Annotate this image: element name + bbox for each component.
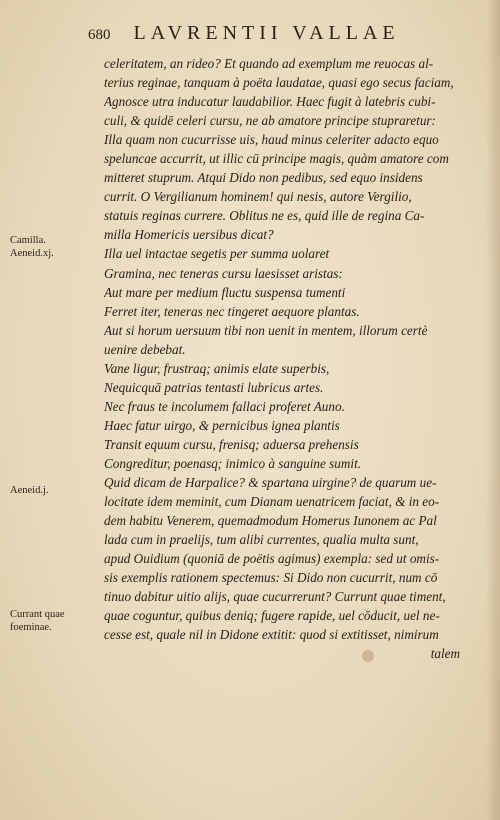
page-number: 680 [88,27,111,43]
verse-line: Gramina, nec teneras cursu laesisset aristas: [104,265,343,281]
body-text [104,54,474,664]
text-line: Aut si horum uersuum tibi non uenit in mentem, illorum certè [104,322,428,338]
text-line: mitteret stuprum. Atqui Dido non pedibus, sed equo insidens [104,170,423,186]
text-line: locitate idem meminit, cum Dianam uenatricem faciat, & in eo- [104,494,440,510]
text-line: cesse est, quale nil in Didone extitit: quod si extitisset, nimirum [104,627,439,643]
page-edge-shadow [486,0,500,820]
text-line: currit. O Vergilianum hominem! qui nesis, autore Vergilio, [104,189,412,205]
text-line: culi, & quidē celeri cursu, ne ab amatore principe stupraretur: [104,113,436,129]
text-line: quae coguntur, quibus deniq; fugere rapide, uel cōducit, uel ne- [104,608,440,624]
verse-line: Haec fatur uirgo, & pernicibus ignea plantis [104,417,340,433]
text-line: statuis reginas currere. Oblitus ne es, quid ille de regina Ca- [104,208,425,224]
text-line: lada cum in praelijs, tum alibi currentes, qualia multa sunt, [104,532,419,548]
text-line: tinuo dabitur uitio alijs, quae cucurrerunt? Currunt quae timent, [104,589,446,605]
text-line: dem habitu Venerem, quemadmodum Homerus Iunonem ac Pal [104,513,437,529]
verse-line: Ferret iter, teneras nec tingeret aequore plantas. [104,303,360,319]
margin-note-aeneid: Aeneid.j. [10,485,49,496]
text-line: sis exemplis rationem spectemus: Si Dido non cucurrit, num cō [104,570,438,586]
text-line: celeritatem, an rideo? Et quando ad exemplum me reuocas al- [104,56,434,71]
verse-line: Aut mare per medium fluctu suspensa tumenti [104,284,346,300]
catchword: talem [430,646,460,662]
margin-note-currant: Currant quae foeminae. [10,609,65,633]
text-line: Quid dicam de Harpalice? & spartana uirgine? de quarum ue- [104,475,437,491]
text-line: Illa quam non cucurrisse uis, haud minus celeriter adacto equo [104,132,439,148]
text-line: terius reginae, tanquam à poëta laudatae, quasi ego secus faciam, [104,75,454,91]
text-line: uenire debebat. [104,341,186,357]
verse-line: Vane ligur, frustraq; animis elate superbis, [104,360,330,376]
text-line: Agnosce utra inducatur laudabilior. Haec fugit à latebris cubi- [104,94,436,110]
page-header [88,22,468,45]
verse-line: Nec fraus te incolumem fallaci proferet Auno. [104,398,345,414]
text-line: milla Homericis uersibus dicat? [104,227,274,243]
verse-line: Transit equum cursu, frenisq; aduersa prehensis [104,436,359,452]
ink-stain [362,650,374,662]
verse-line: Congreditur, poenasq; inimico à sanguine sumit. [104,455,362,471]
margin-note-camilla: Camilla. Aeneid.xj. [10,235,54,259]
verse-line: Nequicquā patrias tentasti lubricus artes. [104,379,324,395]
text-line: apud Ouidium (quoniā de poëtis agimus) exempla: sed ut omis- [104,551,440,567]
running-title: LAVRENTII VALLAE [133,22,400,44]
text-line: speluncae accurrit, ut illic cū principe magis, quàm amatore com [104,151,449,167]
verse-line: Illa uel intactae segetis per summa uolaret [104,246,330,262]
